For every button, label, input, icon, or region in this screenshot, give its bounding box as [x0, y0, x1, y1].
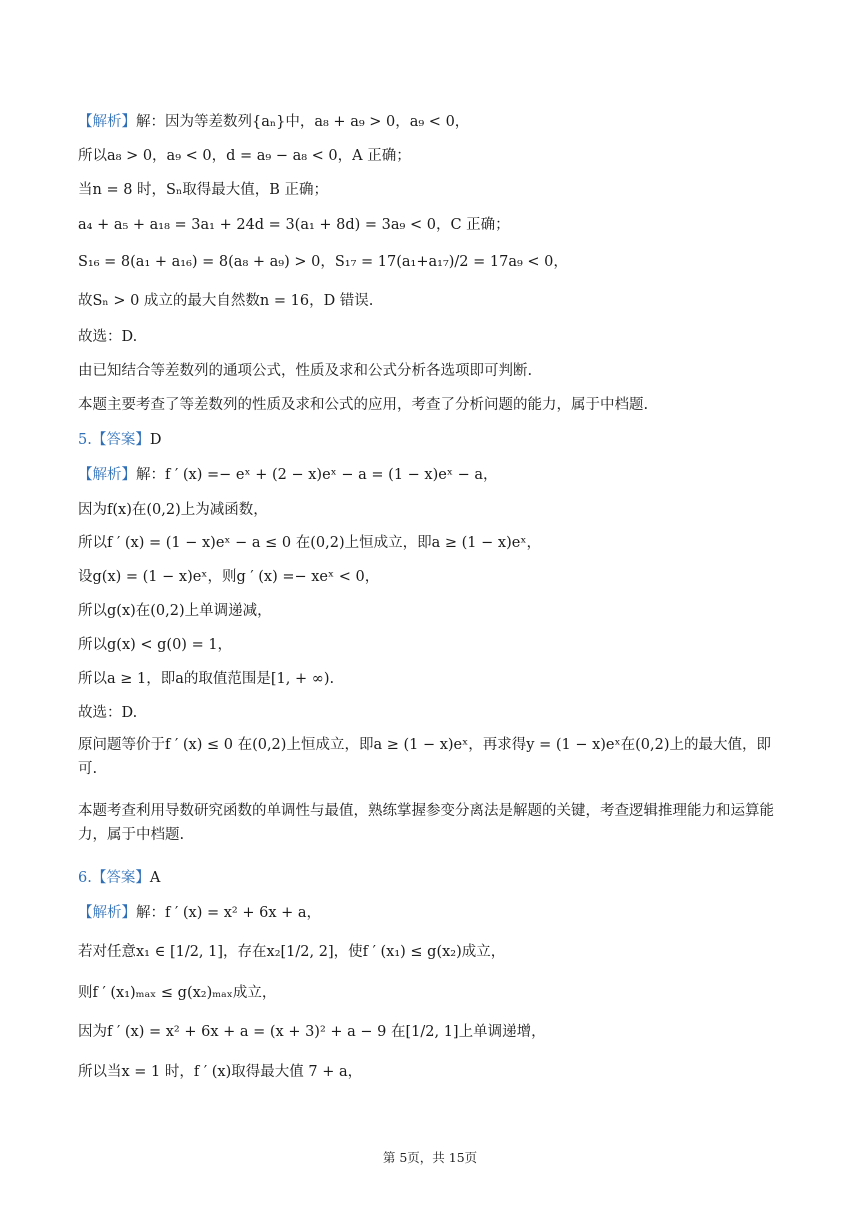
line-text: A [149, 870, 161, 886]
line-text: 当n = 8 时，Sₙ取得最大值，B 正确； [78, 182, 329, 198]
line-text: 因为f(x)在(0,2)上为减函数， [78, 502, 268, 518]
text-line [78, 983, 790, 1003]
line-text: 设g(x) = (1 − x)eˣ，则g ′ (x) =− xeˣ < 0， [78, 569, 380, 585]
line-text: 若对任意x₁ ∈ [1/2, 1]，存在x₂[1/2, 2]，使f ′ (x₁) ≤ g(x₂)成立， [78, 944, 506, 960]
line-text: 解：f ′ (x) = x² + 6x + a， [136, 905, 322, 921]
text-line [78, 180, 790, 200]
text-paragraph [78, 733, 790, 781]
line-text: 解：因为等差数列{aₙ}中，a₈ + a₉ > 0，a₉ < 0， [136, 114, 470, 130]
text-line [78, 669, 790, 689]
text-line [78, 635, 790, 655]
text-line [78, 112, 790, 132]
text-line [78, 291, 790, 311]
line-text: 因为f ′ (x) = x² + 6x + a = (x + 3)² + a − 9 在[1/2, 1]上单调递增， [78, 1024, 546, 1040]
text-line [78, 361, 790, 381]
text-line [78, 252, 790, 272]
text-line [78, 703, 790, 723]
line-text: 所以a₈ > 0，a₉ < 0，d = a₉ − a₈ < 0，A 正确； [78, 148, 411, 164]
text-line [78, 430, 790, 450]
line-text: 本题考查利用导数研究函数的单调性与最值，熟练掌握参变分离法是解题的关键，考查逻辑推理能力和运算能力，属于中档题. [78, 803, 774, 843]
answer-tag: 5.【答案】 [78, 432, 150, 448]
line-text: a₄ + a₅ + a₁₈ = 3a₁ + 24d = 3(a₁ + 8d) = 3a₉ < 0，C 正确； [78, 217, 510, 233]
text-line [78, 567, 790, 587]
text-line [78, 465, 790, 485]
text-line [78, 327, 790, 347]
line-text: 故选：D. [78, 329, 138, 345]
line-text: 所以a ≥ 1，即a的取值范围是[1, + ∞). [78, 671, 335, 687]
line-text: 由已知结合等差数列的通项公式，性质及求和公式分析各选项即可判断. [78, 363, 533, 379]
line-text: 故Sₙ > 0 成立的最大自然数n = 16，D 错误. [78, 293, 374, 309]
text-line [78, 500, 790, 520]
text-line [78, 903, 790, 923]
line-text: 则f ′ (x₁)ₘₐₓ ≤ g(x₂)ₘₐₓ成立， [78, 985, 277, 1001]
text-line [78, 215, 790, 235]
section-tag: 【解析】 [78, 905, 136, 921]
line-text: 所以g(x)在(0,2)上单调递减， [78, 603, 272, 619]
section-tag: 【解析】 [78, 467, 136, 483]
text-line [78, 1022, 790, 1042]
page-footer: 第 5页，共 15页 [382, 1150, 478, 1165]
line-text: 故选：D. [78, 705, 138, 721]
line-text: 本题主要考查了等差数列的性质及求和公式的应用，考查了分析问题的能力，属于中档题. [78, 397, 649, 413]
line-text: 解：f ′ (x) =− eˣ + (2 − x)eˣ − a = (1 − x)eˣ − a， [136, 467, 498, 483]
line-text: 所以g(x) < g(0) = 1， [78, 637, 233, 653]
line-text: D [149, 432, 162, 448]
text-line [78, 942, 790, 962]
line-text: 原问题等价于f ′ (x) ≤ 0 在(0,2)上恒成立，即a ≥ (1 − x)eˣ，再求得y = (1 − x)eˣ在(0,2)上的最大值，即可. [78, 737, 772, 777]
text-line [78, 146, 790, 166]
text-line [78, 601, 790, 621]
text-line [78, 1062, 790, 1082]
line-text: 所以f ′ (x) = (1 − x)eˣ − a ≤ 0 在(0,2)上恒成立，即a ≥ (1 − x)eˣ， [78, 535, 541, 551]
line-text: 所以当x = 1 时，f ′ (x)取得最大值 7 + a， [78, 1064, 363, 1080]
text-line [78, 533, 790, 553]
answer-tag: 6.【答案】 [78, 870, 150, 886]
text-line [78, 395, 790, 415]
line-text: S₁₆ = 8(a₁ + a₁₆) = 8(a₈ + a₉) > 0，S₁₇ = 17(a₁+a₁₇)/2 = 17a₉ < 0， [78, 254, 568, 270]
text-line [78, 868, 790, 888]
section-tag: 【解析】 [78, 114, 136, 130]
text-paragraph [78, 799, 790, 847]
